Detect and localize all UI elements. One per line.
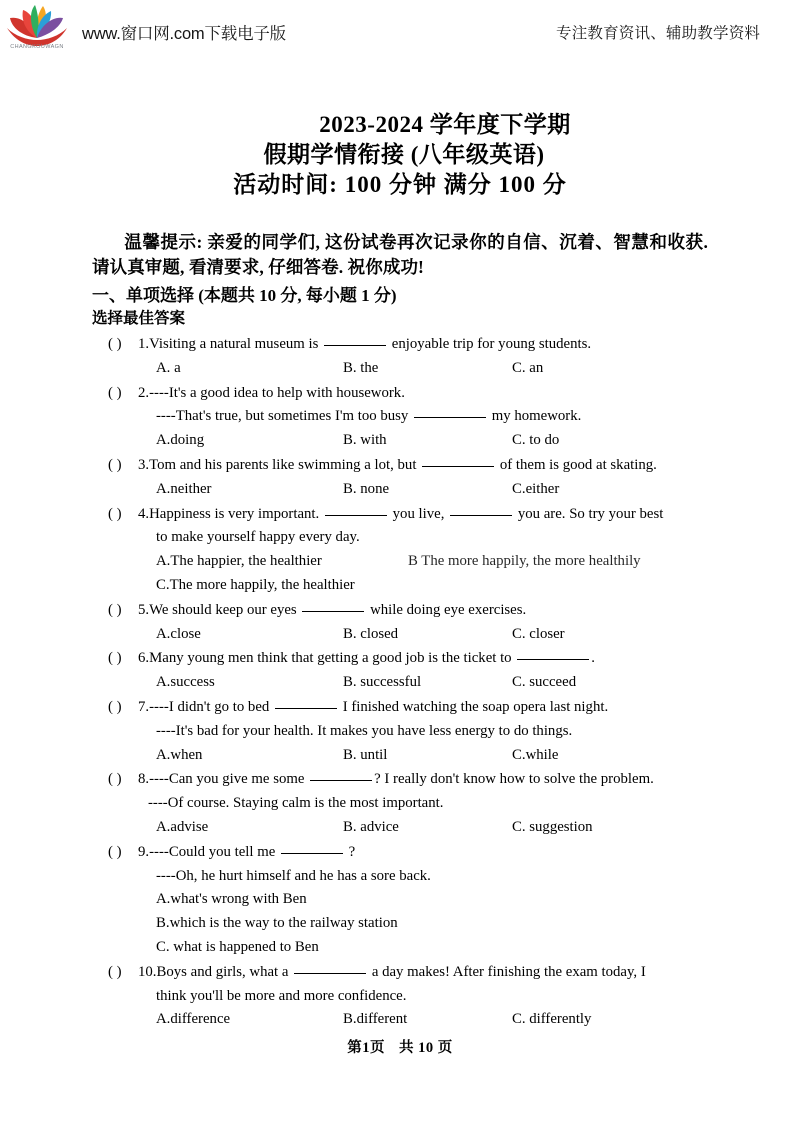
option-stack bbox=[108, 574, 748, 598]
stem-text-b: of them is good at skating. bbox=[496, 456, 657, 473]
question-number: 5. bbox=[138, 601, 150, 618]
answer-blank bbox=[302, 611, 364, 612]
option-a[interactable]: A.advise bbox=[156, 818, 209, 835]
stem-text-a: We should keep our eyes bbox=[149, 601, 301, 618]
stem-text-b: . bbox=[591, 650, 595, 667]
answer-blank bbox=[294, 973, 366, 974]
answer-blank bbox=[517, 659, 589, 660]
option-b[interactable]: B The more happily, the more healthily bbox=[408, 553, 641, 570]
question-number: 4. bbox=[138, 505, 150, 522]
stem-text-b: while doing eye exercises. bbox=[366, 601, 527, 618]
site-url-text: www.窗口网.com下载电子版 bbox=[82, 25, 286, 43]
site-logo bbox=[4, 2, 70, 54]
question-continuation bbox=[108, 865, 748, 889]
option-row bbox=[108, 816, 748, 840]
option-row bbox=[108, 478, 748, 502]
option-c[interactable]: C.either bbox=[512, 480, 560, 497]
stem-text-b: a day makes! After finishing the exam today, I bbox=[368, 963, 646, 980]
answer-blank bbox=[414, 417, 486, 418]
stem-text-b: enjoyable trip for young students. bbox=[388, 336, 592, 352]
question-number: 6. bbox=[138, 650, 150, 667]
continuation-text-a: think you'll be more and more confidence. bbox=[156, 987, 407, 1004]
question-stem bbox=[108, 841, 748, 865]
answer-blank bbox=[275, 708, 337, 709]
question-number: 1. bbox=[138, 336, 150, 352]
option-row bbox=[108, 550, 748, 574]
answer-bracket[interactable]: ( ) bbox=[108, 505, 122, 522]
question-continuation bbox=[108, 720, 748, 744]
question-number: 10. bbox=[138, 963, 157, 980]
question-continuation bbox=[108, 526, 748, 550]
title-line-duration-score: 活动时间: 100 分钟 满分 100 分 bbox=[233, 172, 567, 197]
question-item-5 bbox=[108, 599, 748, 647]
continuation-text-a: ----Oh, he hurt himself and he has a sore back. bbox=[156, 867, 431, 884]
answer-bracket[interactable]: ( ) bbox=[108, 963, 122, 980]
question-continuation bbox=[108, 985, 748, 1009]
option-c[interactable]: C.while bbox=[512, 746, 559, 763]
answer-bracket[interactable]: ( ) bbox=[108, 698, 122, 715]
stem-text-b: ? I really don't know how to solve the problem. bbox=[374, 771, 654, 788]
stem-text-a: ----Could you tell me bbox=[149, 843, 279, 860]
reminder-text: 亲爱的同学们, 这份试卷再次记录你的自信、沉着、智慧和收获. 请认真审题, 看清要求, 仔细答卷. 祝你成功! bbox=[92, 232, 709, 277]
question-item-6 bbox=[108, 647, 748, 695]
option-b[interactable]: B.which is the way to the railway station bbox=[156, 915, 398, 932]
question-item-1 bbox=[108, 333, 748, 381]
question-item-8 bbox=[108, 768, 748, 839]
stem-text-b: ? bbox=[344, 843, 356, 860]
question-number: 2. bbox=[138, 384, 150, 401]
question-stem bbox=[108, 647, 748, 671]
question-item-7 bbox=[108, 696, 748, 767]
option-a[interactable]: A.success bbox=[156, 674, 215, 691]
stem-text-a: Tom and his parents like swimming a lot, but bbox=[149, 456, 421, 473]
option-row bbox=[108, 357, 748, 381]
continuation-text-a: ----It's bad for your health. It makes you have less energy to do things. bbox=[156, 722, 573, 739]
question-item-4 bbox=[108, 503, 748, 598]
question-number: 3. bbox=[138, 456, 150, 473]
stem-text-a: Boys and girls, what a bbox=[156, 963, 293, 980]
answer-blank-2 bbox=[450, 515, 512, 516]
answer-blank bbox=[281, 853, 343, 854]
question-stem bbox=[108, 599, 748, 623]
section-one-subheading: 选择最佳答案 bbox=[92, 310, 186, 327]
option-row bbox=[108, 744, 748, 768]
continuation-text-b: my homework. bbox=[488, 408, 582, 425]
question-number: 7. bbox=[138, 698, 150, 715]
question-stem bbox=[108, 696, 748, 720]
option-b[interactable]: B. advice bbox=[343, 818, 399, 835]
continuation-text-a: ----That's true, but sometimes I'm too busy bbox=[156, 408, 413, 425]
answer-bracket[interactable]: ( ) bbox=[108, 843, 122, 860]
stem-text-a: Happiness is very important. bbox=[149, 505, 323, 522]
option-c[interactable]: C.The more happily, the healthier bbox=[156, 576, 355, 593]
answer-bracket[interactable]: ( ) bbox=[108, 384, 122, 401]
question-stem bbox=[108, 454, 748, 478]
option-b[interactable]: B.different bbox=[343, 1011, 408, 1028]
option-b[interactable]: B. closed bbox=[343, 625, 399, 642]
option-b[interactable]: B. with bbox=[343, 432, 387, 449]
answer-bracket[interactable]: ( ) bbox=[108, 336, 122, 352]
answer-blank bbox=[325, 515, 387, 516]
question-item-9 bbox=[108, 841, 748, 960]
option-row bbox=[108, 671, 748, 695]
option-c[interactable]: C. differently bbox=[512, 1011, 592, 1028]
answer-blank bbox=[324, 345, 386, 346]
answer-bracket[interactable]: ( ) bbox=[108, 771, 122, 788]
section-one-heading: 一、单项选择 (本题共 10 分, 每小题 1 分) bbox=[92, 286, 397, 305]
question-number: 9. bbox=[138, 843, 150, 860]
stem-text-c: you are. So try your best bbox=[514, 505, 664, 522]
stem-text-a: ----I didn't go to bed bbox=[149, 698, 273, 715]
title-line-academic-year: 2023-2024 学年度下学期 bbox=[319, 112, 571, 137]
question-item-2 bbox=[108, 382, 748, 453]
option-stack bbox=[108, 888, 748, 959]
page-header-banner bbox=[0, 0, 800, 62]
option-c[interactable]: C. succeed bbox=[512, 674, 577, 691]
question-stem bbox=[108, 961, 748, 985]
option-c[interactable]: C. to do bbox=[512, 432, 560, 449]
stem-text-a: ----It's a good idea to help with housework. bbox=[149, 384, 405, 401]
question-item-10 bbox=[108, 961, 748, 1032]
option-b[interactable]: B. until bbox=[343, 746, 388, 763]
option-a[interactable]: A.difference bbox=[156, 1011, 231, 1028]
answer-blank bbox=[422, 466, 494, 467]
question-number: 8. bbox=[138, 771, 150, 788]
option-b[interactable]: B. successful bbox=[343, 674, 422, 691]
option-a[interactable]: A. a bbox=[156, 359, 181, 376]
question-stem bbox=[108, 382, 748, 406]
option-c[interactable]: C. closer bbox=[512, 625, 565, 642]
answer-bracket[interactable]: ( ) bbox=[108, 456, 122, 473]
stem-text-a: Many young men think that getting a good job is the ticket to bbox=[149, 650, 516, 667]
option-c[interactable]: C. suggestion bbox=[512, 818, 593, 835]
option-b[interactable]: B. the bbox=[343, 359, 379, 376]
continuation-text-a: ----Of course. Staying calm is the most important. bbox=[148, 795, 444, 812]
stem-text-b: you live, bbox=[388, 505, 449, 522]
question-continuation bbox=[108, 405, 748, 429]
option-row bbox=[108, 623, 748, 647]
question-continuation bbox=[108, 792, 748, 816]
option-a[interactable]: A.when bbox=[156, 746, 203, 763]
option-a[interactable]: A.doing bbox=[156, 432, 205, 449]
option-a[interactable]: A.neither bbox=[156, 480, 212, 497]
site-slogan-text: 专注教育资讯、辅助教学资料 bbox=[556, 25, 761, 42]
question-stem bbox=[108, 503, 748, 527]
option-a[interactable]: A.The happier, the healthier bbox=[156, 553, 322, 570]
page-footer bbox=[0, 1036, 800, 1057]
stem-text-a: ----Can you give me some bbox=[149, 771, 309, 788]
exam-title-block bbox=[0, 110, 800, 200]
lotus-logo-icon bbox=[4, 2, 70, 48]
question-stem bbox=[108, 768, 748, 792]
answer-bracket[interactable]: ( ) bbox=[108, 650, 122, 667]
footer-current-page: 第1页 bbox=[347, 1040, 385, 1056]
footer-total-pages: 共 10 页 bbox=[399, 1040, 453, 1056]
option-a[interactable]: A.what's wrong with Ben bbox=[156, 891, 307, 908]
logo-caption: CHANGKOUWAGN bbox=[10, 44, 64, 50]
option-a[interactable]: A.close bbox=[156, 625, 201, 642]
option-row bbox=[108, 1008, 748, 1032]
answer-bracket[interactable]: ( ) bbox=[108, 601, 122, 618]
stem-text-b: I finished watching the soap opera last night. bbox=[339, 698, 609, 715]
option-c[interactable]: C. an bbox=[512, 359, 544, 376]
title-line-subject: 假期学情衔接 (八年级英语) bbox=[263, 142, 545, 167]
question-list bbox=[108, 333, 748, 1032]
question-item-3 bbox=[108, 454, 748, 502]
answer-blank bbox=[310, 780, 372, 781]
reminder-label: 温馨提示: bbox=[124, 232, 203, 252]
option-row bbox=[108, 429, 748, 453]
option-c[interactable]: C. what is happened to Ben bbox=[156, 938, 319, 955]
option-b[interactable]: B. none bbox=[343, 480, 390, 497]
continuation-text-a: to make yourself happy every day. bbox=[156, 529, 360, 546]
stem-text-a: Visiting a natural museum is bbox=[149, 336, 323, 352]
question-stem bbox=[108, 333, 748, 357]
warm-reminder-paragraph bbox=[92, 230, 708, 280]
